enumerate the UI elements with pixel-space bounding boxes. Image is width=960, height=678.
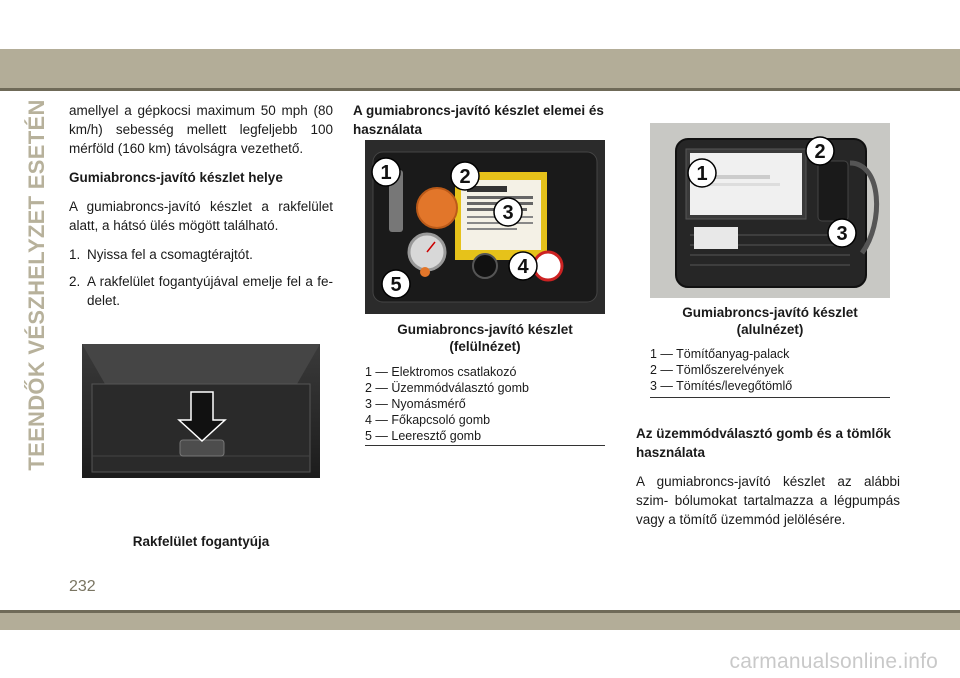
mode-selector-heading: Az üzemmódválasztó gomb és a tömlők használata (636, 426, 892, 460)
kit-top-view-caption (365, 321, 605, 355)
mode-selector-knob (417, 188, 457, 228)
caption-line: Gumiabroncs-javító készlet (682, 305, 858, 320)
section-side-title: TEENDŐK VÉSZHELYZET ESETÉN (24, 99, 49, 471)
callout-1: 1 (696, 163, 708, 185)
callout-1: 1 (380, 162, 392, 184)
kit-location-heading: Gumiabroncs-javító készlet helye (69, 170, 283, 185)
caption-line: Gumiabroncs-javító készlet (397, 322, 573, 337)
callout-3: 3 (502, 202, 514, 224)
callout-3: 3 (836, 223, 848, 245)
legend-item: 3 — Tömítés/levegőtömlő (650, 379, 793, 393)
cargo-floor-photo (82, 344, 320, 478)
callout-2: 2 (814, 141, 826, 163)
kit-top-view-legend (365, 364, 605, 444)
step-text: A rakfelület fogantyújával emelje fel a fe- delet. (87, 274, 333, 308)
legend-item: 2 — Üzemmódválasztó gomb (365, 381, 529, 395)
caption-line: (felülnézet) (449, 339, 521, 354)
legend-item: 1 — Elektromos csatlakozó (365, 365, 517, 379)
callout-4: 4 (517, 256, 529, 278)
watermark-text: carmanualsonline.info (729, 650, 938, 673)
step-number: 2. (69, 274, 81, 289)
kit-components-heading: A gumiabroncs-javító készlet elemei és használata (353, 103, 604, 137)
kit-top-view-photo (365, 140, 605, 314)
legend-divider (650, 397, 890, 398)
callout-5: 5 (390, 274, 402, 296)
kit-top-view-illustration (365, 140, 605, 314)
cargo-floor-illustration (82, 344, 320, 478)
page-number: 232 (69, 578, 96, 595)
legend-item: 5 — Leeresztő gomb (365, 429, 482, 443)
legend-item: 2 — Tömlőszerelvények (650, 363, 784, 377)
mode-selector-paragraph: A gumiabroncs-javító készlet az alábbi szim- bólumokat tartalmazza a légpumpás vagy a tömítő üzemmód jelölésére. (636, 474, 900, 527)
legend-item: 4 — Főkapcsoló gomb (365, 413, 491, 427)
kit-bottom-view-illustration (650, 123, 890, 298)
step-number: 1. (69, 247, 81, 262)
cargo-floor-caption: Rakfelület fogantyúja (132, 534, 270, 549)
kit-bottom-view-caption (650, 304, 890, 338)
intro-paragraph: amellyel a gépkocsi maximum 50 mph (80 km/h) sebesség mellett legfeljebb 100 mérföld (160 km) távolságra vezethető. (69, 103, 333, 156)
steps-list (69, 245, 333, 310)
step-item (69, 272, 333, 310)
kit-bottom-view-photo (650, 123, 890, 298)
hose-fittings (818, 161, 848, 221)
step-item (69, 245, 333, 264)
step-text: Nyissa fel a csomagtérajtót. (87, 247, 253, 262)
kit-location-paragraph: A gumiabroncs-javító készlet a rakfelület alatt, a hátsó ülés mögött található. (69, 199, 333, 233)
header-band (0, 49, 960, 88)
footer-band (0, 613, 960, 630)
kit-bottom-view-legend (650, 346, 890, 394)
header-rule (0, 88, 960, 91)
callout-2: 2 (459, 166, 471, 188)
column-1 (69, 101, 333, 318)
legend-divider (365, 445, 605, 446)
mode-selector-section (636, 424, 900, 529)
legend-item: 1 — Tömítőanyag-palack (650, 347, 790, 361)
legend-item: 3 — Nyomásmérő (365, 397, 466, 411)
floor-handle (180, 440, 224, 456)
caption-line: (alulnézet) (736, 322, 804, 337)
power-button (473, 254, 497, 278)
